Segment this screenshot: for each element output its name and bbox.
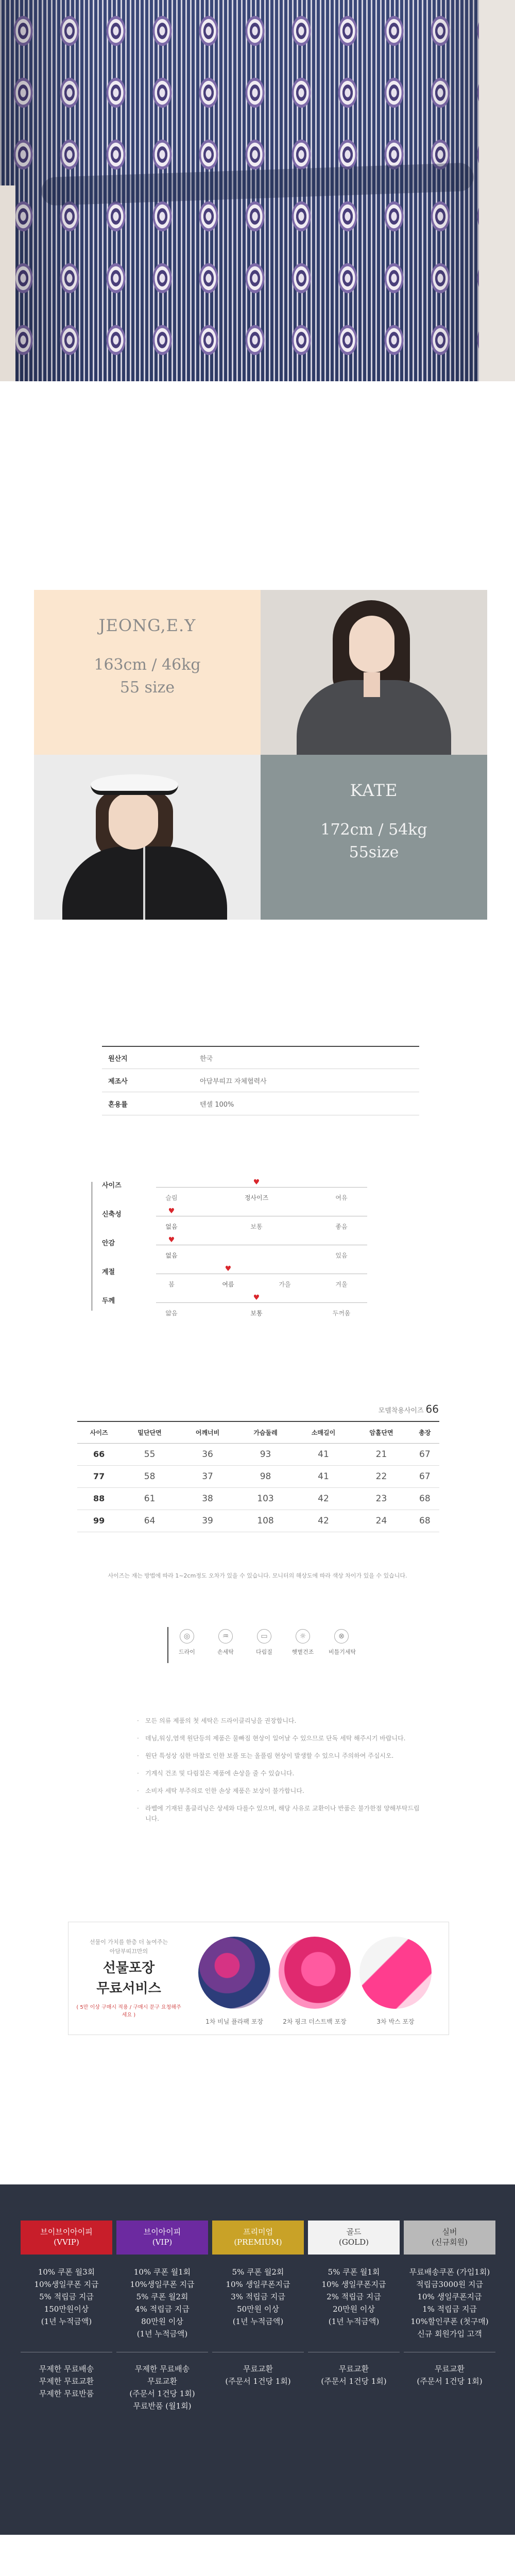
model-photo xyxy=(261,590,487,755)
table-row xyxy=(77,1510,439,1532)
tier-name: 프리미엄 xyxy=(243,2227,273,2236)
size-table-header: 암홀단면 xyxy=(352,1421,410,1443)
gift-step: 3차 박스 포장 xyxy=(376,2018,415,2025)
model-measure: 172cm / 54kg xyxy=(320,821,427,839)
gift-photo-1 xyxy=(198,1937,270,2009)
feel-option: 보통 xyxy=(250,1310,263,1317)
tier-name: 브이아이피 xyxy=(143,2227,181,2236)
benefit-line: 5% 쿠폰 월2회 xyxy=(232,2267,284,2277)
tier-name: 실버 xyxy=(442,2227,457,2236)
dry-clean-icon: ◎ xyxy=(180,1629,194,1643)
feel-option: 얇음 xyxy=(165,1310,178,1317)
table-row xyxy=(77,1443,439,1465)
size-table-cell: 67 xyxy=(410,1465,439,1487)
feel-row xyxy=(92,1180,370,1209)
benefit-line: 10%할인쿠폰 (첫구매) xyxy=(410,2317,489,2326)
info-row xyxy=(102,1092,419,1115)
size-table-cell: 58 xyxy=(121,1465,178,1487)
feel-option: 좋음 xyxy=(335,1223,348,1230)
info-row xyxy=(102,1046,419,1069)
benefit-line: 10% 생일쿠폰지급 xyxy=(417,2292,482,2301)
care-note: · 기계식 건조 및 다림질은 제품에 손상을 줄 수 있습니다. xyxy=(135,1768,423,1778)
size-table-cell: 22 xyxy=(352,1465,410,1487)
model-row-2 xyxy=(34,755,487,920)
benefit-line: 10% 생일쿠폰지급 xyxy=(226,2280,290,2289)
size-table-cell: 108 xyxy=(236,1510,294,1532)
care-item xyxy=(329,1629,354,1656)
tier-header xyxy=(308,2221,400,2255)
benefit-line: 무제한 무료배송 xyxy=(39,2364,94,2374)
benefit-line: 무료교환 xyxy=(243,2364,273,2374)
benefit-line: 무료교환 xyxy=(147,2377,177,2386)
size-table-cell: 39 xyxy=(179,1510,236,1532)
size-table-cell: 103 xyxy=(236,1487,294,1510)
feel-option: 봄 xyxy=(168,1281,175,1288)
size-table-header: 밑단단면 xyxy=(121,1421,178,1443)
membership-tier xyxy=(404,2221,495,2387)
tier-header xyxy=(404,2221,495,2255)
benefit-line: (1년 누적금액) xyxy=(328,2317,380,2326)
benefit-line: (1년 누적금액) xyxy=(41,2317,92,2326)
care-label: 비틀기세탁 xyxy=(329,1649,356,1655)
feel-option: 없음 xyxy=(165,1223,178,1230)
size-table-cell: 98 xyxy=(236,1465,294,1487)
gift-step: 1차 비닐 플라팩 포장 xyxy=(205,2018,263,2025)
benefit-line: 50만원 이상 xyxy=(237,2304,279,2314)
feel-label: 신축성 xyxy=(102,1211,122,1218)
benefit-line: 20만원 이상 xyxy=(333,2304,375,2314)
benefit-line: 5% 쿠폰 월2회 xyxy=(136,2292,188,2301)
gift-photo-3 xyxy=(359,1937,432,2009)
benefit-line: 3% 적립금 지급 xyxy=(231,2292,285,2301)
size-table-cell: 68 xyxy=(410,1510,439,1532)
tier-benefits xyxy=(404,2255,495,2352)
heart-icon: ♥ xyxy=(253,1178,260,1187)
size-table-header: 사이즈 xyxy=(77,1421,121,1443)
size-table-cell: 66 xyxy=(77,1443,121,1465)
size-table-cell: 61 xyxy=(121,1487,178,1510)
feel-option: 가을 xyxy=(279,1281,291,1288)
care-label: 햇볕건조 xyxy=(291,1649,314,1655)
care-item xyxy=(174,1629,200,1656)
tier-benefits xyxy=(116,2255,208,2352)
benefit-line: 80만원 이상 xyxy=(141,2317,183,2326)
size-table-header: 가슴둘레 xyxy=(236,1421,294,1443)
benefit-line: 10%생일쿠폰 지급 xyxy=(130,2280,195,2289)
gift-title: 선물포장 xyxy=(102,1960,155,1976)
feel-option: 여름 xyxy=(222,1281,234,1288)
gift-photo-2 xyxy=(279,1937,351,2009)
gift-step: 2차 핑크 더스트백 포장 xyxy=(283,2018,347,2025)
model-measure: 163cm / 46kg xyxy=(94,656,201,674)
size-table-cell: 93 xyxy=(236,1443,294,1465)
model-photo xyxy=(34,755,261,920)
care-item xyxy=(251,1629,277,1656)
membership-tier xyxy=(308,2221,400,2387)
care-note: · 소비자 세탁 부주의로 인한 손상 제품은 보상이 불가합니다. xyxy=(135,1786,423,1796)
membership-benefits xyxy=(0,2184,515,2535)
feel-option: 정사이즈 xyxy=(244,1194,269,1201)
tier-extra xyxy=(308,2352,400,2387)
size-table-header: 어깨너비 xyxy=(179,1421,236,1443)
benefit-line: (주문서 1건당 1회) xyxy=(321,2377,387,2386)
care-icons xyxy=(167,1627,373,1663)
tier-extra xyxy=(21,2352,112,2400)
size-table-cell: 24 xyxy=(352,1510,410,1532)
gift-wrap-banner: 선물이 가치를 한층 더 높여주는 아담부띠끄만의 선물포장 무료서비스 ( 5만 이상 구매시 적용 / 구매시 문구 요청해주세요 ) 1차 비닐 플라팩 포장 2차 핑크 더스트백 포장 3차 박스 포장 xyxy=(68,1922,449,2035)
benefit-line: 무료배송쿠폰 (가입1회) xyxy=(409,2267,490,2277)
info-value: 아담부띠끄 자체협력사 xyxy=(200,1077,267,1086)
benefit-line: 무료반품 (월1회) xyxy=(133,2401,192,2411)
tier-name-en: (PREMIUM) xyxy=(234,2238,282,2247)
size-table-cell: 41 xyxy=(295,1443,352,1465)
care-note: · 모든 의류 제품의 첫 세탁은 드라이클리닝을 권장합니다. xyxy=(135,1716,423,1726)
tier-extra xyxy=(116,2352,208,2412)
tier-name-en: (GOLD) xyxy=(339,2238,369,2247)
benefit-line: 무료교환 xyxy=(435,2364,465,2374)
feel-option: 보통 xyxy=(250,1223,263,1230)
product-info-table xyxy=(102,1046,419,1115)
care-item xyxy=(213,1629,238,1656)
feel-label: 안감 xyxy=(102,1240,115,1247)
model-info-section xyxy=(34,590,487,920)
tier-name: 브이브이아이피 xyxy=(40,2227,93,2236)
benefit-line: 10% 쿠폰 월1회 xyxy=(133,2267,191,2277)
size-table-cell: 88 xyxy=(77,1487,121,1510)
size-table-cell: 55 xyxy=(121,1443,178,1465)
care-label: 손세탁 xyxy=(217,1649,234,1655)
benefit-line: 2% 적립금 지급 xyxy=(327,2292,381,2301)
benefit-line: 150만원이상 xyxy=(44,2304,89,2314)
benefit-line: 무제한 무료교환 xyxy=(39,2377,94,2386)
iron-icon: ▭ xyxy=(257,1629,271,1643)
sun-dry-icon: ☼ xyxy=(296,1629,310,1643)
size-table-cell: 23 xyxy=(352,1487,410,1510)
care-notes xyxy=(135,1716,423,1831)
feel-option: 없음 xyxy=(165,1252,178,1259)
care-note: · 데님,워싱,염색 원단등의 제품은 물빠짐 현상이 일어날 수 있으므로 단독 세탁 해주시기 바랍니다. xyxy=(135,1733,423,1743)
tier-name-en: (신규회원) xyxy=(432,2238,468,2247)
table-row xyxy=(77,1487,439,1510)
membership-tier xyxy=(21,2221,112,2400)
tier-header xyxy=(21,2221,112,2255)
tier-name-en: (VVIP) xyxy=(54,2238,79,2247)
tier-extra xyxy=(404,2352,495,2387)
model-size: 55size xyxy=(349,843,399,861)
benefit-line: 4% 적립금 지급 xyxy=(135,2304,190,2314)
feel-option: 있음 xyxy=(335,1252,348,1259)
hero-fabric-photo xyxy=(0,0,515,381)
feel-option: 여유 xyxy=(335,1194,348,1201)
gift-title: 무료서비스 xyxy=(96,1981,161,1996)
no-wring-icon: ⊗ xyxy=(334,1629,349,1643)
heart-icon: ♥ xyxy=(253,1294,260,1302)
tier-benefits xyxy=(308,2255,400,2352)
benefit-line: (주문서 1건당 1회) xyxy=(225,2377,291,2386)
feel-option: 두꺼움 xyxy=(332,1310,351,1317)
feel-label: 두께 xyxy=(102,1297,115,1305)
membership-tier xyxy=(212,2221,304,2387)
model-size-value: 66 xyxy=(425,1403,439,1415)
benefit-line: 5% 적립금 지급 xyxy=(39,2292,94,2301)
tier-benefits xyxy=(21,2255,112,2352)
tier-name-en: (VIP) xyxy=(152,2238,173,2247)
size-table-cell: 37 xyxy=(179,1465,236,1487)
benefit-line: 5% 쿠폰 월1회 xyxy=(328,2267,380,2277)
size-table-header: 총장 xyxy=(410,1421,439,1443)
size-table-cell: 67 xyxy=(410,1443,439,1465)
size-table-cell: 77 xyxy=(77,1465,121,1487)
size-table-cell: 38 xyxy=(179,1487,236,1510)
size-table-cell: 42 xyxy=(295,1510,352,1532)
model-name: KATE xyxy=(350,781,398,800)
benefit-line: (주문서 1건당 1회) xyxy=(129,2389,195,2398)
feel-label: 사이즈 xyxy=(102,1182,122,1190)
tier-benefits xyxy=(212,2255,304,2352)
size-table-header: 소매길이 xyxy=(295,1421,352,1443)
benefit-line: 신규 회원가입 고객 xyxy=(417,2329,482,2338)
feel-option: 겨울 xyxy=(335,1281,348,1288)
care-note: · 라벨에 기재된 홈클리닝은 상세와 다를수 있으며, 해당 사유로 교환이나 반품은 불가한점 양해부탁드립니다. xyxy=(135,1803,423,1824)
model-size: 55 size xyxy=(119,679,175,697)
tier-extra xyxy=(212,2352,304,2387)
benefit-line: (주문서 1건당 1회) xyxy=(417,2377,483,2386)
care-label: 드라이 xyxy=(179,1649,195,1655)
size-table xyxy=(77,1421,439,1532)
info-label: 제조사 xyxy=(108,1077,128,1086)
benefit-line: 10% 쿠폰 월3회 xyxy=(38,2267,95,2277)
size-table-cell: 99 xyxy=(77,1510,121,1532)
benefit-line: 적립금3000원 지급 xyxy=(416,2280,483,2289)
care-label: 다림질 xyxy=(256,1649,272,1655)
heart-icon: ♥ xyxy=(168,1207,175,1215)
size-table-cell: 41 xyxy=(295,1465,352,1487)
heart-icon: ♥ xyxy=(225,1265,232,1273)
info-value: 텐셀 100% xyxy=(200,1100,234,1109)
size-table-cell: 36 xyxy=(179,1443,236,1465)
hand-wash-icon: ♒ xyxy=(218,1629,233,1643)
feel-row xyxy=(92,1295,370,1324)
benefit-line: (1년 누적금액) xyxy=(136,2329,188,2338)
heart-icon: ♥ xyxy=(168,1236,175,1244)
info-label: 혼용률 xyxy=(108,1100,128,1109)
tier-header xyxy=(212,2221,304,2255)
size-table-cell: 68 xyxy=(410,1487,439,1510)
info-row xyxy=(102,1069,419,1092)
fit-feel-scale xyxy=(92,1180,370,1319)
model-row-1 xyxy=(34,590,487,755)
care-item xyxy=(290,1629,316,1656)
benefit-line: 무제한 무료반품 xyxy=(39,2389,94,2398)
feel-row xyxy=(92,1238,370,1266)
tier-name: 골드 xyxy=(346,2227,362,2236)
membership-tier xyxy=(116,2221,208,2412)
table-row xyxy=(77,1465,439,1487)
tier-header xyxy=(116,2221,208,2255)
benefit-line: 10%생일쿠폰 지급 xyxy=(34,2280,99,2289)
model-size-label: 모델착용사이즈 66 xyxy=(378,1403,439,1415)
info-label: 원산지 xyxy=(108,1055,128,1063)
benefit-line: (1년 누적금액) xyxy=(232,2317,284,2326)
care-note: · 원단 특성상 심한 마찰로 인한 보풀 또는 올풀림 현상이 발생할 수 있으니 주의하여 주십시오. xyxy=(135,1751,423,1761)
feel-option: 슬림 xyxy=(165,1194,178,1201)
gift-condition: ( 5만 이상 구매시 적용 / 구매시 문구 요청해주세요 ) xyxy=(76,2005,181,2018)
benefit-line: 10% 생일쿠폰지급 xyxy=(321,2280,386,2289)
feel-row xyxy=(92,1209,370,1238)
size-note: 사이즈는 재는 방법에 따라 1~2cm정도 오차가 있을 수 있습니다. 모니터의 해상도에 따라 색상 차이가 있을 수 있습니다. xyxy=(108,1572,407,1579)
size-table-cell: 64 xyxy=(121,1510,178,1532)
size-table-cell: 21 xyxy=(352,1443,410,1465)
benefit-line: 무제한 무료배송 xyxy=(134,2364,190,2374)
feel-row xyxy=(92,1266,370,1295)
benefit-line: 1% 적립금 지급 xyxy=(422,2304,477,2314)
model-name: JEONG,E.Y xyxy=(98,616,196,635)
benefit-line: 무료교환 xyxy=(339,2364,369,2374)
size-table-cell: 42 xyxy=(295,1487,352,1510)
feel-label: 계절 xyxy=(102,1268,115,1276)
info-value: 한국 xyxy=(200,1055,213,1063)
